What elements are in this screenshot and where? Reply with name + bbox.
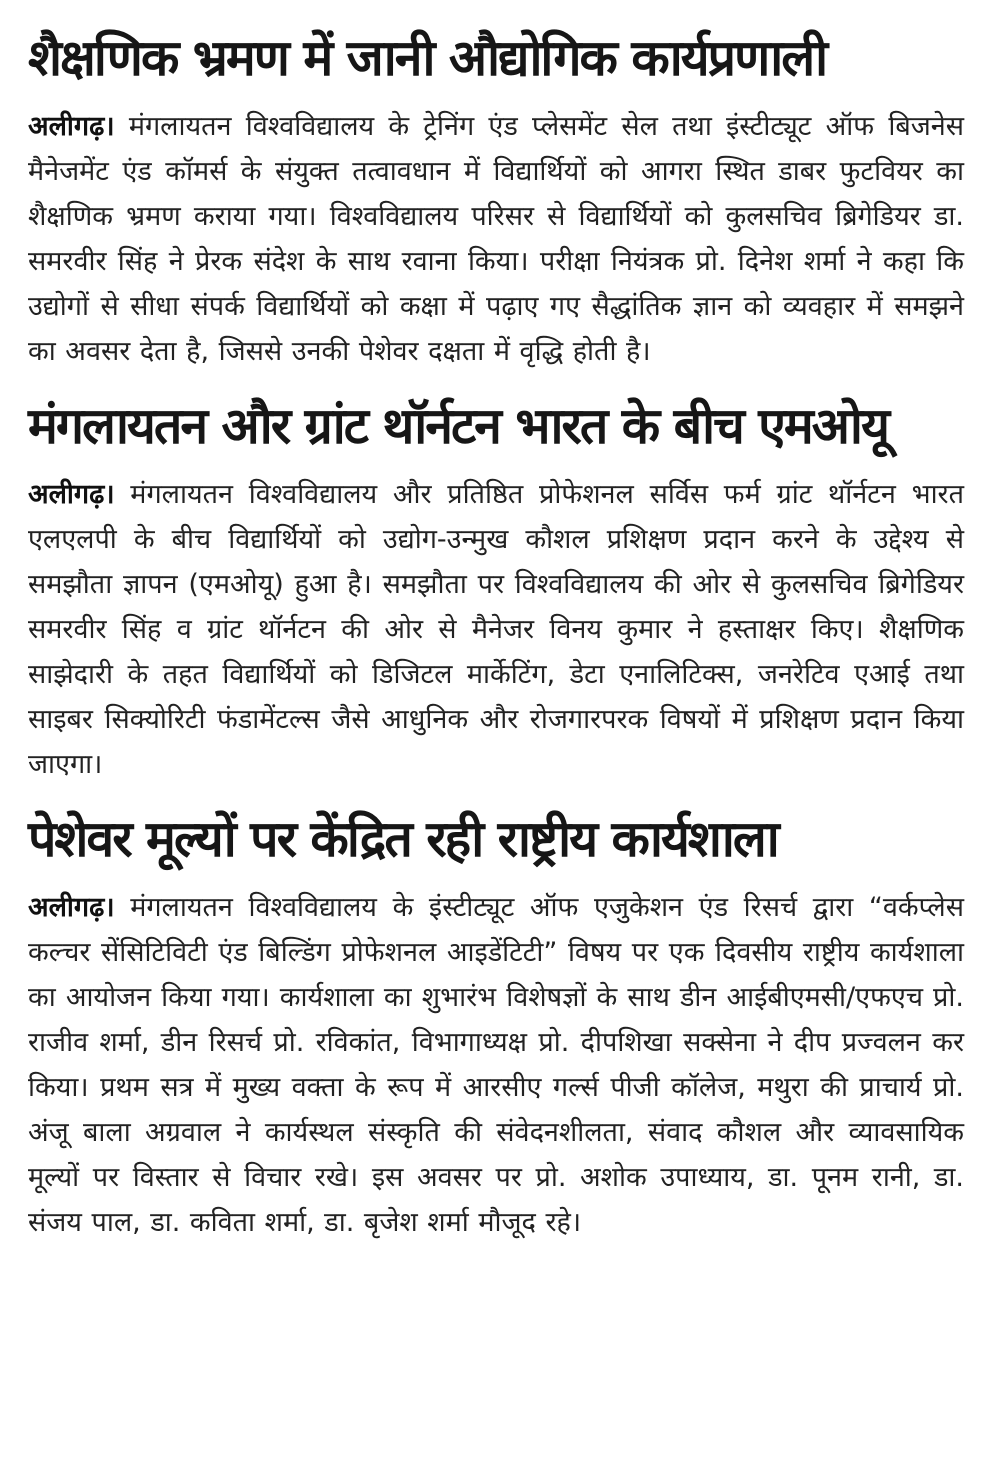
headline: पेशेवर मूल्यों पर केंद्रित रही राष्ट्रीय कार्यशाला bbox=[28, 810, 778, 868]
article-body bbox=[28, 885, 964, 1245]
article-body bbox=[28, 104, 964, 374]
article-body bbox=[28, 472, 964, 787]
article-workshop bbox=[28, 799, 964, 1245]
dateline: अलीगढ़। bbox=[28, 892, 115, 923]
dateline: अलीगढ़। bbox=[28, 111, 115, 142]
headline: मंगलायतन और ग्रांट थॉर्नटन भारत के बीच एमओयू bbox=[28, 397, 888, 455]
article-industrial-visit bbox=[28, 18, 964, 374]
article-text: मंगलायतन विश्वविद्यालय और प्रतिष्ठित प्रोफेशनल सर्विस फर्म ग्रांट थॉर्नटन भारत एलएलपी के बीच विद्यार्थियों को उद्योग-उन्मुख कौशल प्रशिक्षण प्रदान करने के उद्देश्य से समझौता ज्ञापन (एमओयू) हुआ है। समझौता पर विश्वविद्यालय की ओर से कुलसचिव ब्रिगेडियर समरवीर सिंह व ग्रांट थॉर्नटन की ओर से मैनेजर विनय कुमार ने हस्ताक्षर किए। शैक्षणिक साझेदारी के तहत विद्यार्थियों को डिजिटल मार्केटिंग, डेटा एनालिटिक्स, जनरेटिव एआई तथा साइबर सिक्योरिटी फंडामेंटल्स जैसे आधुनिक और रोजगारपरक विषयों में प्रशिक्षण प्रदान किया जाएगा। bbox=[28, 479, 964, 780]
headline: शैक्षणिक भ्रमण में जानी औद्योगिक कार्यप्रणाली bbox=[28, 29, 827, 87]
article-text: मंगलायतन विश्वविद्यालय के इंस्टीट्यूट ऑफ एजुकेशन एंड रिसर्च द्वारा “वर्कप्लेस कल्चर सेंसिटिविटी एंड बिल्डिंग प्रोफेशनल आइडेंटिटी” विषय पर एक दिवसीय राष्ट्रीय कार्यशाला का आयोजन किया गया। कार्यशाला का शुभारंभ विशेषज्ञों के साथ डीन आईबीएमसी/एफएच प्रो. राजीव शर्मा, डीन रिसर्च प्रो. रविकांत, विभागाध्यक्ष प्रो. दीपशिखा सक्सेना ने दीप प्रज्वलन कर किया। प्रथम सत्र में मुख्य वक्ता के रूप में आरसीए गर्ल्स पीजी कॉलेज, मथुरा की प्राचार्य प्रो. अंजू बाला अग्रवाल ने कार्यस्थल संस्कृति की संवेदनशीलता, संवाद कौशल और व्यावसायिक मूल्यों पर विस्तार से विचार रखे। इस अवसर पर प्रो. अशोक उपाध्याय, डा. पूनम रानी, डा. संजय पाल, डा. कविता शर्मा, डा. बृजेश शर्मा मौजूद रहे। bbox=[28, 892, 964, 1238]
article-text: मंगलायतन विश्वविद्यालय के ट्रेनिंग एंड प्लेसमेंट सेल तथा इंस्टीट्यूट ऑफ बिजनेस मैनेजमेंट एंड कॉमर्स के संयुक्त तत्वावधान में विद्यार्थियों को आगरा स्थित डाबर फुटवियर का शैक्षणिक भ्रमण कराया गया। विश्वविद्यालय परिसर से विद्यार्थियों को कुलसचिव ब्रिगेडियर डा. समरवीर सिंह ने प्रेरक संदेश के साथ रवाना किया। परीक्षा नियंत्रक प्रो. दिनेश शर्मा ने कहा कि उद्योगों से सीधा संपर्क विद्यार्थियों को कक्षा में पढ़ाए गए सैद्धांतिक ज्ञान को व्यवहार में समझने का अवसर देता है, जिससे उनकी पेशेवर दक्षता में वृद्धि होती है। bbox=[28, 111, 965, 367]
article-mou bbox=[28, 386, 964, 787]
dateline: अलीगढ़। bbox=[28, 479, 115, 510]
